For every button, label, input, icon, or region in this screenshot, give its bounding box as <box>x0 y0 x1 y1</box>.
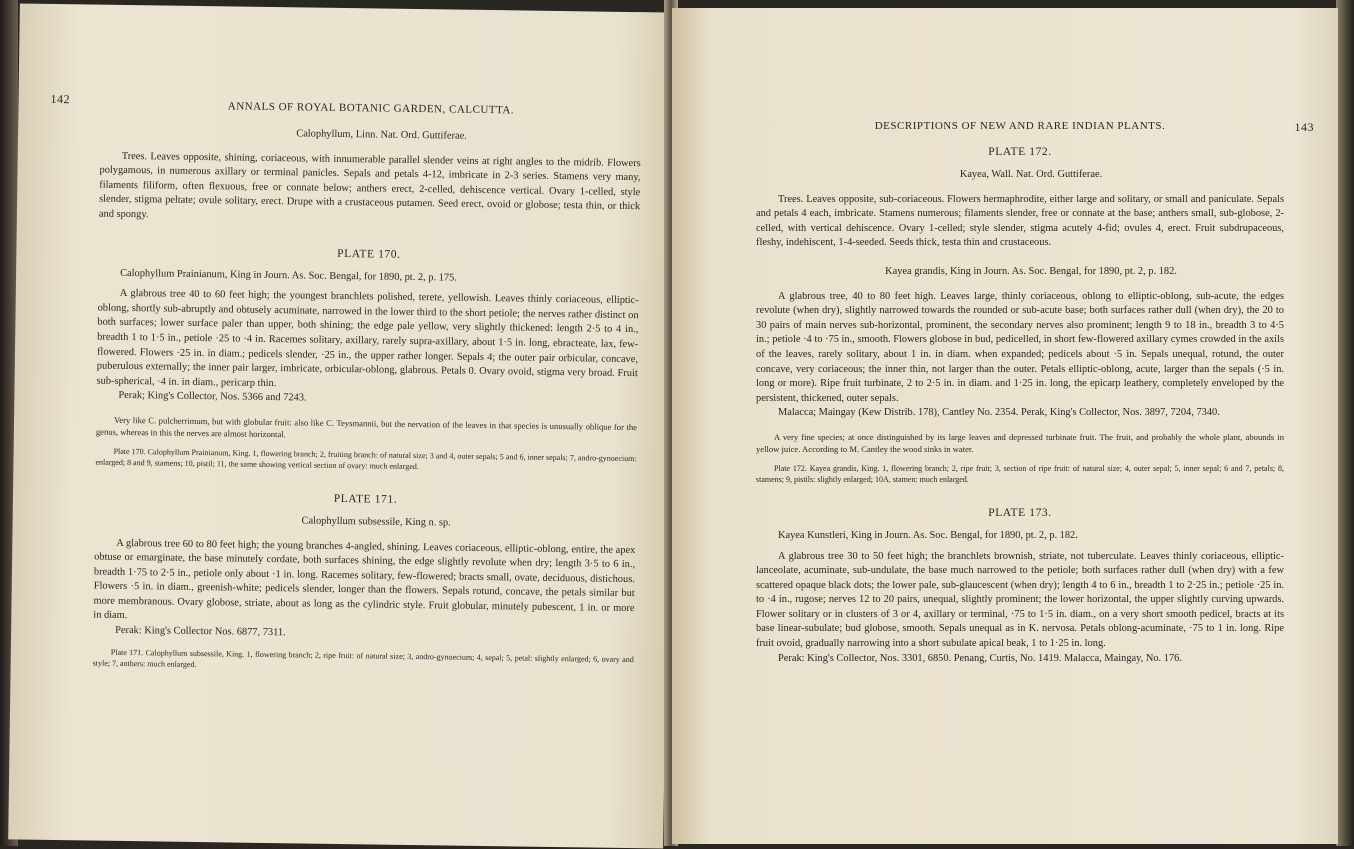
plate-172-note: A very fine species; at once distinguished by its large leaves and depressed turbinate fruit. The fruit, and probably the whole plant, abounds in yellow juice. According to M. Cantley the wood sinks in water. <box>756 431 1284 454</box>
plate-171-species: Calophyllum subsessile, King n. sp. <box>301 515 451 529</box>
plate-170-species: Calophyllum Prainianum, King in Journ. As. Soc. Bengal, for 1890, pt. 2, p. 175. <box>120 267 457 284</box>
genus-heading-calophyllum: Calophyllum, Linn. Nat. Ord. Guttiferae. <box>296 128 467 142</box>
running-head-right <box>756 120 1314 134</box>
plate-172-title: PLATE 172. <box>988 146 1052 158</box>
plate-170-note: Very like C. pulcherrimum, but with globular fruit: also like C. Teysmannii, but the nervation of the leaves in that species is unusually oblique for the genus, whereas in this the nerves are almost horizontal. <box>95 414 638 440</box>
plate-172-collector: Malacca; Maingay (Kew Distrib. 178), Cantley No. 2354. Perak, King's Collector, Nos. 3897, 7204, 7340. <box>778 407 1220 419</box>
plate-173-title: PLATE 173. <box>988 506 1052 519</box>
right-page <box>672 8 1338 844</box>
plate-171-description: A glabrous tree 60 to 80 feet high; the young branches 4-angled, shining. Leaves coriaceous, elliptic-oblong, entire, the apex obtuse or emarginate, the base minutely cordate, both surfaces shining, the edge slightly revolute when dry; length 3·5 to 6 in., breadth 1·75 to 2·5 in., petiole only about ·1 in. long. Racemes solitary, few-flowered; bracts small, ovate, deciduous, distichous. Flowers ·5 in. in diam., greenish-white; pedicels slender, longer than the flowers. Sepals rotund, concave, the petals similar but more membranous. Ovary globose, striate, about as long as the cylindric style. Fruit globular, minutely pubescent, 1 in. or more in diam. <box>93 537 636 622</box>
plate-171-collector: Perak: King's Collector Nos. 6877, 7311. <box>115 624 286 639</box>
running-head-left <box>50 91 641 119</box>
plate-172-description: A glabrous tree, 40 to 80 feet high. Leaves large, thinly coriaceous, oblong to elliptic-oblong, sub-acute, the edges revolute (when dry), slightly narrowed towards the rounded or sub-acute base; both surfaces rather dull (when dry), the 20 to 30 pairs of main nerves sub-horizontal, prominent, the secondary nerves also prominent; length 9 to 18 in., breadth 3 to 4·5 in.; petiole ·4 to ·75 in., smooth. Flowers globose in bud, pedicelled, in short few-flowered axillary cymes crowded in the axils of the leaves, rarely solitary, about 1 in. in diam. when expanded; pedicels about ·5 in. Sepals unequal, rotund, the outer concave, very coriaceous; the inner thin, not larger than the outer. Petals elliptic-oblong, acute, larger than the sepals (·5 in. long or more). Ripe fruit turbinate, 2 to 2·5 in. in diam. and 1·25 in. long, the epicarp leathery, completely enveloped by the persistent, thickened, outer sepals. <box>756 290 1284 404</box>
plate-173-species: Kayea Kunstleri, King in Journ. As. Soc. Bengal, for 1890, pt. 2, p. 182. <box>778 529 1078 541</box>
plate-172-caption: Plate 172. Kayea grandis, King. 1, flowering branch; 2, ripe fruit; 3, section of ripe fruit: of natural size; 4, outer sepal; 5, inner sepal; 6 and 7, petals; 8, stamens; 9, pistils: slightly enlarged; 10A, stamen: much enlarged. <box>756 463 1284 484</box>
plate-170-description: A glabrous tree 40 to 60 feet high; the youngest branchlets polished, terete, yellowish. Leaves thinly coriaceous, elliptic-oblong, shortly sub-abruptly and obtusely acuminate, narrowed in the lower third to the short petiole; the nerves rather distinct on both surfaces; lower surface paler than upper, both shining; the edge pale yellow, very slightly thickened: length 2·5 to 4 in., breadth 1 to 1·5 in., petiole ·25 to ·4 in. Racemes solitary, axillary, rarely supra-axillary, about 1·5 in. long, ebracteate, lax, few-flowered. Flowers ·25 in. in diam.; pedicels slender, ·25 in., the upper rather longer. Sepals 4; the outer pair orbicular, concave, puberulous externally; the inner pair larger, imbricate, orbicular-oblong, glabrous. Petals 0. Ovary ovoid, stigma very broad. Fruit sub-spherical, ·4 in. in diam., pericarp thin. <box>96 288 639 389</box>
plate-170-title: PLATE 170. <box>337 247 401 261</box>
plate-171-caption: Plate 171. Calophyllum subsessile, King. 1, flowering branch; 2, ripe fruit: of natural size; 3, andro-gynoecium; 4, sepal; 5, petal: slightly enlarged; 6, ovary and style; 7, anthers: much enlarged. <box>92 647 634 669</box>
genus-description-calophyllum: Trees. Leaves opposite, shining, coriaceous, with innumerable parallel slender veins at right angles to the midrib. Flowers polygamous, in numerous axillary or terminal panicles. Sepals and petals 4-12, imbricate in 2-3 series. Stamens very many, filaments filiform, often flexuous, free or connate below; anthers erect, 2-celled, dehiscence vertical. Ovary 1-celled, style slender, stigma peltate; ovule solitary, erect. Drupe with a crustaceous putamen. Seed erect, ovoid or globose; testa thin, or thick and spongy. <box>98 150 641 221</box>
plate-170-collector: Perak; King's Collector, Nos. 5366 and 7243. <box>118 390 307 404</box>
plate-173-collector: Perak: King's Collector, Nos. 3301, 6850. Penang, Curtis, No. 1419. Malacca, Maingay, No. 176. <box>778 652 1182 664</box>
page-number-right: 143 <box>1294 120 1314 134</box>
running-head-right-text: DESCRIPTIONS OF NEW AND RARE INDIAN PLANTS. <box>874 120 1166 132</box>
book-edge-right <box>1336 0 1354 846</box>
plate-172-species: Kayea grandis, King in Journ. As. Soc. Bengal, for 1890, pt. 2, p. 182. <box>885 265 1177 277</box>
page-number-left: 142 <box>50 91 71 107</box>
plate-171-title: PLATE 171. <box>333 492 398 506</box>
genus-description-kayea: Trees. Leaves opposite, sub-coriaceous. Flowers hermaphrodite, either large and solitary, or small and paniculate. Sepals and petals 4 each, imbricate. Stamens numerous; filaments slender, free or connate at the base; anthers small, sub-globose, 2-celled, with vertical dehiscence. Ovary 1-celled; style slender, stigma acutely 4-fid; ovules 4, erect. Fruit subdrupaceous, fleshy, indehiscent, 1-4-seeded. Seeds thick, testa thin and crustaceous. <box>756 193 1284 249</box>
left-page <box>8 3 675 848</box>
plate-170-caption: Plate 170. Calophyllum Prainianum, King. 1, flowering branch; 2, fruiting branch: of natural size; 3 and 4, outer sepals; 5 and 6, inner sepals; 7, andro-gynoecium: enlarged; 8 and 9, stamens; 10, pistil; 11, the same showing vertical section of ovary: much enlarged. <box>95 446 637 471</box>
plate-173-description: A glabrous tree 30 to 50 feet high; the branchlets brownish, striate, not tuberculate. Leaves thinly coriaceous, elliptic-lanceolate, acuminate, sub-undulate, the base much narrowed to the petiole; both surfaces rather dull (when dry) with a few scattered opaque black dots; the lower pale, sub-glaucescent (when dry); length 4 to 6 in., breadth 1 to 2·25 in.; petiole ·25 in. to ·4 in., rugose; nerves 12 to 20 pairs, unequal, slightly prominent; the lower horizontal, the upper slightly curving upwards. Flower solitary or in clusters of 3 or 4, axillary or terminal, ·75 to 1·5 in. diam., on a very short smooth pedicel, bracts at its base linear-subulate; bud globose, smooth. Sepals unequal as in K. nervosa. Petals oblong-acuminate, ·75 to 1 in. long. Ripe fruit ovoid, gradually narrowing into a short subulate apical beak, 1 to 1·25 in. long. <box>756 550 1284 650</box>
running-head-left-text: ANNALS OF ROYAL BOTANIC GARDEN, CALCUTTA. <box>227 100 515 117</box>
genus-heading-kayea: Kayea, Wall. Nat. Ord. Guttiferae. <box>959 169 1103 180</box>
